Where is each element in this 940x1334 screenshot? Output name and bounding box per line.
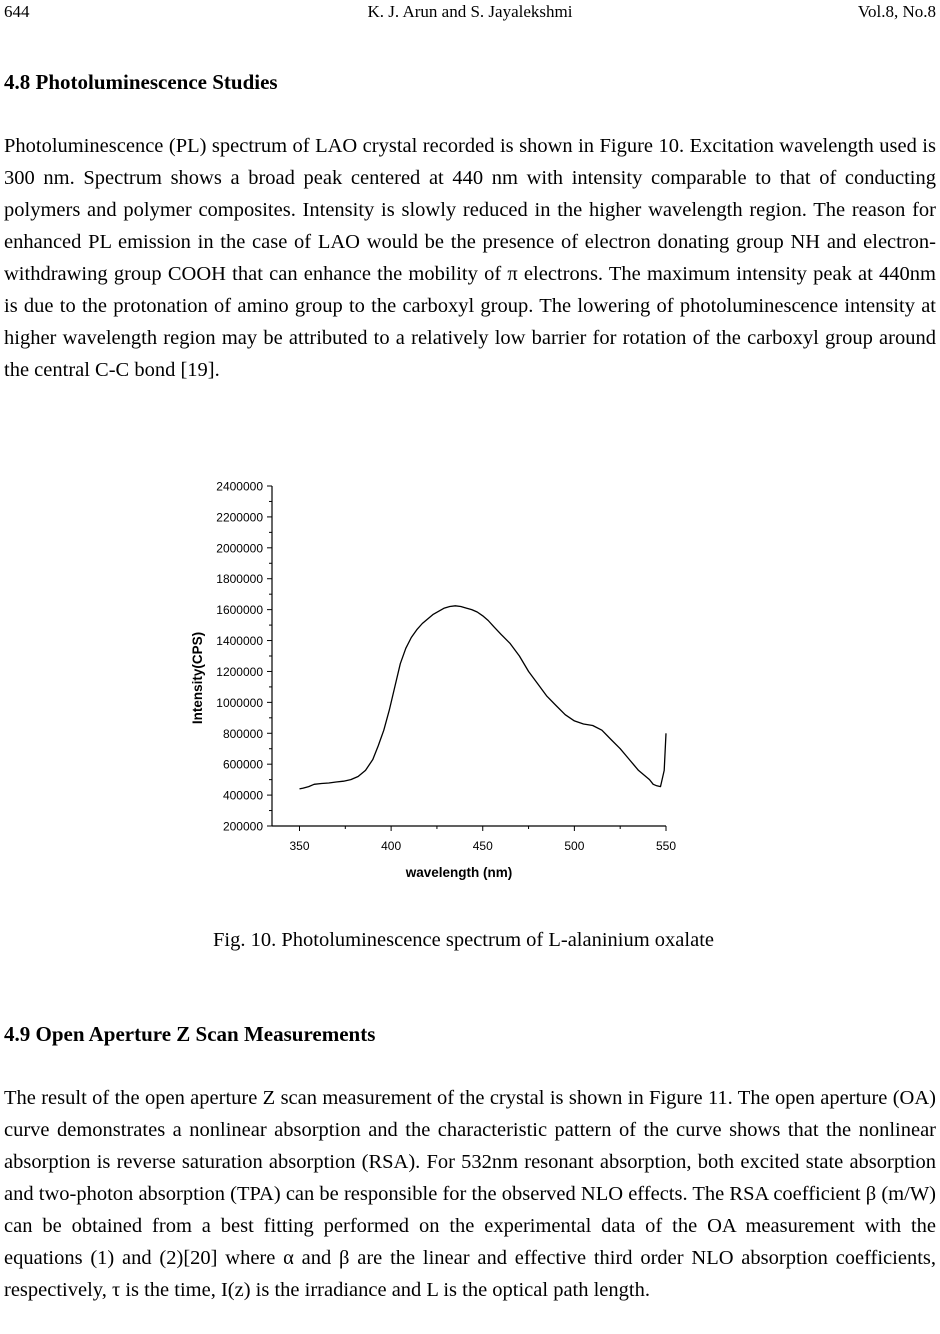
x-tick-label: 350 xyxy=(289,839,310,853)
y-tick-label: 200000 xyxy=(222,819,263,834)
header-volume: Vol.8, No.8 xyxy=(857,2,936,21)
y-tick-label: 600000 xyxy=(222,757,263,772)
y-tick-label: 400000 xyxy=(222,788,263,803)
series-line xyxy=(300,606,667,789)
section-paragraph-4-9: The result of the open aperture Z scan measurement of the crystal is shown in Figure 11. The open aperture (OA) curve demonstrates a nonlinear absorption and the characteristic pattern of the curve shows that the nonlinear absorption is reverse saturation absorption (RSA). For 532nm resonant absorption, both excited state absorption and two-photon absorption (TPA) can be responsible for the observed NLO effects. The RSA coefficient β (m/W) can be obtained from a best fitting performed on the experimental data of the OA measurement with the equations (1) and (2)[20] where α and β are the linear and effective third order NLO absorption coefficients, respectively, τ is the time, I(z) is the irradiance and L is the optical path length. xyxy=(4,1087,936,1301)
section-heading-4-9: 4.9 Open Aperture Z Scan Measurements xyxy=(4,1022,376,1046)
y-tick-label: 2400000 xyxy=(216,479,263,494)
y-tick-label: 800000 xyxy=(222,726,263,741)
y-tick-label: 1600000 xyxy=(216,603,263,618)
header-authors: K. J. Arun and S. Jayalekshmi xyxy=(367,2,573,21)
x-tick-label: 500 xyxy=(564,839,585,853)
running-header xyxy=(4,0,936,28)
plot-layer xyxy=(216,480,676,854)
y-tick-label: 1200000 xyxy=(216,664,263,679)
x-axis-label: wavelength (nm) xyxy=(405,865,513,880)
y-tick-label: 1400000 xyxy=(216,634,263,649)
y-tick-label: 2200000 xyxy=(216,510,263,525)
page-number: 644 xyxy=(4,2,30,21)
y-tick-label: 1000000 xyxy=(216,695,263,710)
y-tick-label: 2000000 xyxy=(216,541,263,556)
y-axis-label: Intensity(CPS) xyxy=(190,631,205,725)
y-tick-label: 1800000 xyxy=(216,572,263,587)
x-tick-label: 550 xyxy=(655,839,677,853)
pl-spectrum-chart xyxy=(180,470,700,890)
x-tick-label: 400 xyxy=(381,839,402,853)
section-paragraph-4-8: Photoluminescence (PL) spectrum of LAO crystal recorded is shown in Figure 10. Excitation wavelength used is 300 nm. Spectrum shows a broad peak centered at 440 nm with intensity comparable to that of conducting polymers and polymer composites. Intensity is slowly reduced in the higher wavelength region. The reason for enhanced PL emission in the case of LAO would be the presence of electron donating group NH and electron-withdrawing group COOH that can enhance the mobility of π electrons. The maximum intensity peak at 440nm is due to the protonation of amino group to the carboxyl group. The lowering of photoluminescence intensity at higher wavelength region may be attributed to a relatively low barrier for rotation of the carboxyl group around the central C-C bond [19]. xyxy=(4,135,936,381)
section-heading-4-8: 4.8 Photoluminescence Studies xyxy=(4,70,278,94)
figure-caption: Fig. 10. Photoluminescence spectrum of L-alaninium oxalate xyxy=(213,929,714,951)
x-tick-label: 450 xyxy=(472,839,493,853)
